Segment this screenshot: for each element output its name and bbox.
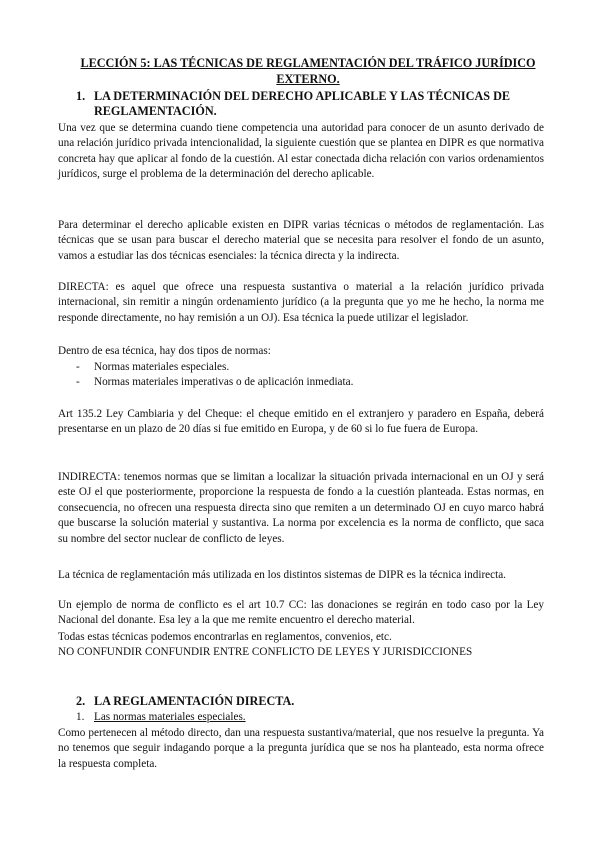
paragraph-sources: Todas estas técnicas podemos encontrarlas en reglamentos, convenios, etc. [58, 631, 392, 643]
list-item [76, 360, 229, 375]
paragraph-material-norms: Como pertenecen al método directo, dan una respuesta sustantiva/material, que nos resuelve la pregunta. Ya no tenemos que seguir indagando porque a la pregunta jurídica que se nos ha planteado, esta norma ofrece la respuesta completa. [58, 727, 544, 770]
paragraph-indirecta: INDIRECTA: tenemos normas que se limitan a localizar la situación privada internacional en un OJ y será este OJ el que posteriormente, proporcione la respuesta de fondo a la cuestión planteada. Estas normas, en consecuencia, no ofrecen una respuesta directa sino que remiten a un determinado OJ en cuyo marco habrá que buscarse la solución material y sustantiva. La norma por excelencia es la norma de conflicto, que saca su nombre del sector nuclear de conflicto de leyes. [58, 471, 544, 545]
list-item-text: Normas materiales especiales. [94, 361, 230, 373]
list-item [76, 375, 353, 390]
paragraph-example: Un ejemplo de norma de conflicto es el art 10.7 CC: las donaciones se regirán en todo caso por la Ley Nacional del donante. Esa ley a la que me remite encuentro el derecho material. [58, 599, 544, 627]
paragraph-intro: Una vez que se determina cuando tiene competencia una autoridad para conocer de un asunto derivado de una relación jurídico privada intencionalidad, la siguiente cuestión que se plantea en DIPR es que normativa concreta hay que aplicar al fondo de la cuestión. Al estar conectada dicha relación con varios ordenamientos jurídicos, surge el problema de la determinación del derecho aplicable. [58, 122, 544, 181]
section-2-number: 2. [76, 694, 86, 708]
subsection-number: 1. [76, 711, 85, 723]
paragraph-techniques: Para determinar el derecho aplicable existen en DIPR varias técnicas o métodos de reglamentación. Las técnicas que se usan para buscar el derecho material que se necesita para resolver el fondo de un asunto, vamos a estudiar las dos técnicas esenciales: la técnica directa y la indirecta. [58, 219, 544, 262]
section-2-heading [76, 694, 294, 709]
paragraph-types: Dentro de esa técnica, hay dos tipos de normas: [58, 345, 271, 357]
lesson-title: LECCIÓN 5: LAS TÉCNICAS DE REGLAMENTACIÓN DEL TRÁFICO JURÍDICO EXTERNO. [80, 56, 536, 86]
subsection-heading [76, 711, 246, 723]
bullet-dash: - [76, 361, 80, 373]
bullet-dash: - [76, 376, 80, 388]
paragraph-warning: NO CONFUNDIR CONFUNDIR ENTRE CONFLICTO DE LEYES Y JURISDICCIONES [58, 646, 473, 658]
subsection-title: Las normas materiales especiales. [94, 711, 246, 723]
section-1-number: 1. [76, 89, 86, 103]
paragraph-most-used: La técnica de reglamentación más utilizada en los distintos sistemas de DIPR es la técnica indirecta. [58, 569, 506, 581]
section-2-title: LA REGLAMENTACIÓN DIRECTA. [94, 694, 295, 708]
paragraph-art-135: Art 135.2 Ley Cambiaria y del Cheque: el cheque emitido en el extranjero y paradero en España, deberá presentarse en un plazo de 20 días si fue emitido en Europa, y de 60 si lo fue fuera de Europa. [58, 408, 544, 436]
list-item-text: Normas materiales imperativas o de aplicación inmediata. [94, 376, 354, 388]
section-1-heading: LA DETERMINACIÓN DEL DERECHO APLICABLE Y LAS TÉCNICAS DE REGLAMENTACIÓN. [94, 89, 511, 118]
paragraph-directa: DIRECTA: es aquel que ofrece una respuesta sustantiva o material a la relación jurídico privada internacional, sin remitir a ningún ordenamiento jurídico (a la pregunta que yo me he hecho, la norma me responde directamente, no hay remisión a un OJ). Esa técnica la puede utilizar el legislador. [58, 281, 544, 324]
